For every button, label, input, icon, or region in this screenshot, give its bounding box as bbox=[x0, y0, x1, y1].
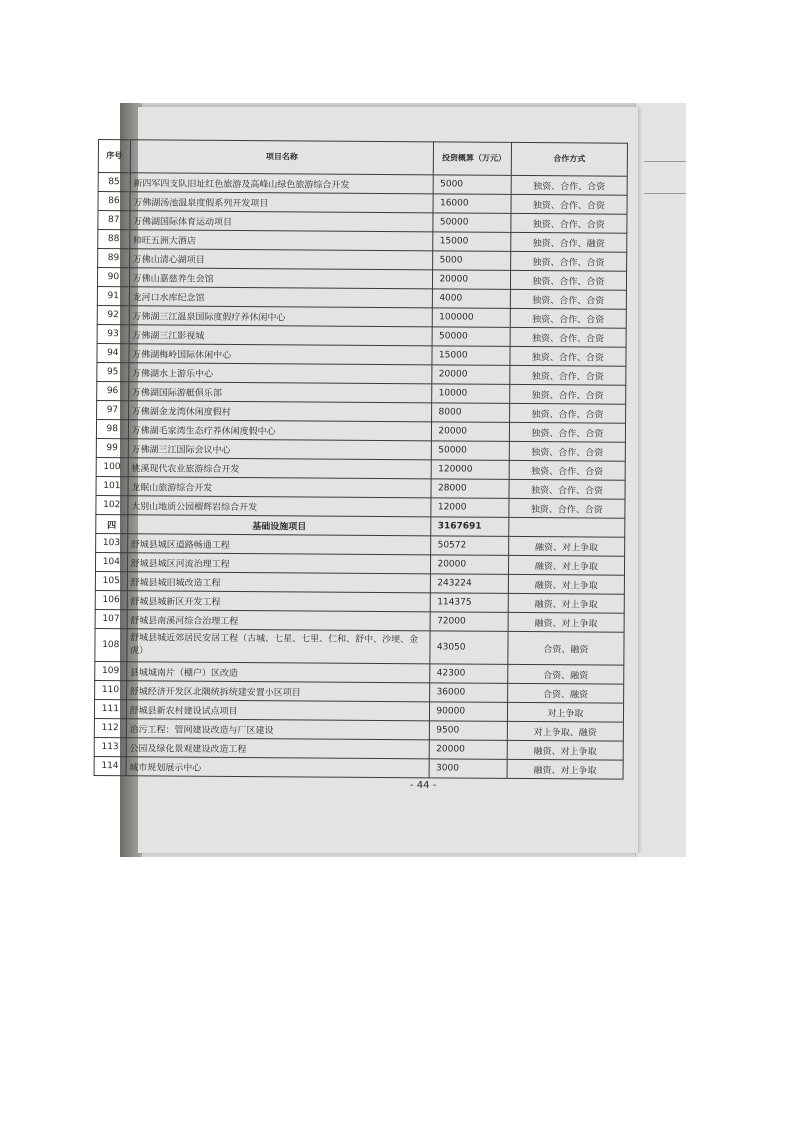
row-cooperation: 合资、融资 bbox=[507, 683, 623, 703]
row-no: 97 bbox=[97, 400, 129, 419]
row-name: 万佛山清心湖项目 bbox=[129, 249, 433, 270]
row-investment: 120000 bbox=[432, 460, 510, 480]
row-name: 舒城县城区道路畅通工程 bbox=[127, 534, 431, 555]
row-cooperation: 独资、合作、合资 bbox=[509, 422, 625, 442]
row-investment: 72000 bbox=[431, 612, 509, 632]
row-investment: 5000 bbox=[433, 251, 511, 271]
row-investment: 50572 bbox=[431, 536, 509, 556]
row-name: 龙眠山旅游综合开发 bbox=[128, 477, 432, 498]
page-number: - 44 - bbox=[410, 780, 437, 791]
row-investment: 90000 bbox=[430, 702, 508, 722]
row-cooperation: 独资、合作、合资 bbox=[510, 289, 626, 309]
row-name: 舒城县城旧城改造工程 bbox=[127, 572, 431, 593]
row-name: 万佛湖汤池温泉度假系列开发项目 bbox=[130, 192, 434, 213]
row-name: 舒城县城新区开发工程 bbox=[127, 591, 431, 612]
row-investment: 5000 bbox=[434, 175, 512, 195]
row-name: 县城城南片（棚户）区改造 bbox=[126, 662, 430, 683]
row-no: 101 bbox=[96, 476, 128, 495]
row-no: 85 bbox=[98, 173, 130, 192]
row-cooperation: 独资、合作、合资 bbox=[510, 384, 626, 404]
row-cooperation: 独资、合作、合资 bbox=[511, 175, 627, 195]
row-cooperation: 对上争取 bbox=[507, 702, 623, 722]
row-cooperation: 融资、对上争取 bbox=[508, 555, 624, 575]
row-no: 89 bbox=[98, 249, 130, 268]
row-name: 新四军四支队旧址红色旅游及高峰山绿色旅游综合开发 bbox=[130, 173, 434, 194]
row-name: 城市规划展示中心 bbox=[126, 757, 430, 778]
row-investment: 50000 bbox=[433, 327, 511, 347]
row-no: 103 bbox=[96, 533, 128, 552]
row-name: 万佛湖梅岭国际休闲中心 bbox=[129, 344, 433, 365]
row-investment: 28000 bbox=[431, 479, 509, 499]
row-no: 102 bbox=[96, 495, 128, 514]
row-investment: 20000 bbox=[432, 422, 510, 442]
row-no: 106 bbox=[95, 590, 127, 609]
row-cooperation: 独资、合作、合资 bbox=[509, 479, 625, 499]
row-no: 107 bbox=[95, 609, 127, 628]
row-cooperation: 独资、合作、合资 bbox=[509, 460, 625, 480]
row-investment: 43050 bbox=[430, 631, 508, 665]
row-investment: 9500 bbox=[430, 721, 508, 741]
row-no: 104 bbox=[95, 552, 127, 571]
row-cooperation: 独资、合作、合资 bbox=[510, 365, 626, 385]
row-no: 95 bbox=[97, 362, 129, 381]
row-investment: 20000 bbox=[432, 365, 510, 385]
row-cooperation: 合资、融资 bbox=[508, 631, 624, 665]
row-investment: 4000 bbox=[433, 289, 511, 309]
row-name: 桃溪现代农业旅游综合开发 bbox=[128, 458, 432, 479]
row-no: 87 bbox=[98, 211, 130, 230]
row-investment: 100000 bbox=[433, 308, 511, 328]
table-header-row bbox=[98, 140, 627, 177]
row-investment: 8000 bbox=[432, 403, 510, 423]
section-investment: 3167691 bbox=[431, 517, 509, 537]
row-cooperation: 独资、合作、合资 bbox=[509, 498, 625, 518]
row-name: 万佛湖国际游艇俱乐部 bbox=[128, 382, 432, 403]
adjacent-page bbox=[635, 103, 686, 857]
row-investment: 12000 bbox=[431, 498, 509, 518]
row-name: 万佛湖三江影视城 bbox=[129, 325, 433, 346]
row-cooperation: 独资、合作、合资 bbox=[511, 194, 627, 214]
row-name: 万佛湖三江温泉国际度假疗养休闲中心 bbox=[129, 306, 433, 327]
row-name: 治污工程：管网建设改造与厂区建设 bbox=[126, 719, 430, 740]
header-investment: 投资概算（万元） bbox=[434, 142, 512, 176]
row-name: 万佛湖水上游乐中心 bbox=[128, 363, 432, 384]
table-body-tourism bbox=[96, 173, 627, 519]
row-name: 万佛山嘉慈养生会馆 bbox=[129, 268, 433, 289]
row-cooperation: 独资、合作、合资 bbox=[510, 270, 626, 290]
row-investment: 20000 bbox=[433, 270, 511, 290]
row-no: 86 bbox=[98, 192, 130, 211]
row-investment: 114375 bbox=[431, 593, 509, 613]
row-no: 112 bbox=[94, 718, 126, 737]
table-body-infrastructure bbox=[94, 533, 625, 779]
row-cooperation: 独资、合作、融资 bbox=[511, 232, 627, 252]
row-cooperation: 融资、对上争取 bbox=[508, 593, 624, 613]
header-name: 项目名称 bbox=[130, 140, 434, 175]
row-name: 万佛湖金龙湾休闲度假村 bbox=[128, 401, 432, 422]
row-no: 110 bbox=[95, 680, 127, 699]
row-no: 109 bbox=[95, 661, 127, 680]
section-cooperation bbox=[509, 517, 625, 537]
row-cooperation: 独资、合作、合资 bbox=[510, 346, 626, 366]
table-row bbox=[95, 628, 624, 665]
row-cooperation: 独资、合作、合资 bbox=[511, 213, 627, 233]
row-cooperation: 对上争取、融资 bbox=[507, 721, 623, 741]
row-cooperation: 融资、对上争取 bbox=[508, 536, 624, 556]
row-name: 龙河口水库纪念馆 bbox=[129, 287, 433, 308]
row-investment: 16000 bbox=[433, 194, 511, 214]
row-no: 93 bbox=[97, 324, 129, 343]
row-investment: 15000 bbox=[433, 232, 511, 252]
row-name: 公园及绿化景观建设改造工程 bbox=[126, 738, 430, 759]
row-investment: 20000 bbox=[430, 740, 508, 760]
row-investment: 20000 bbox=[431, 555, 509, 575]
row-cooperation: 独资、合作、合资 bbox=[509, 441, 625, 461]
row-name: 舒城经济开发区北隅统拆统建安置小区项目 bbox=[126, 681, 430, 702]
row-no: 88 bbox=[98, 230, 130, 249]
row-investment: 10000 bbox=[432, 384, 510, 404]
row-no: 96 bbox=[97, 381, 129, 400]
row-no: 108 bbox=[95, 628, 127, 661]
row-no: 105 bbox=[95, 571, 127, 590]
header-cooperation: 合作方式 bbox=[511, 142, 627, 176]
row-name: 大别山地质公园榴辉岩综合开发 bbox=[128, 496, 432, 517]
row-investment: 50000 bbox=[432, 441, 510, 461]
row-cooperation: 独资、合作、合资 bbox=[510, 251, 626, 271]
table-row bbox=[94, 756, 623, 779]
row-name: 万佛湖国际体育运动项目 bbox=[130, 211, 434, 232]
row-no: 94 bbox=[97, 343, 129, 362]
row-investment: 42300 bbox=[430, 664, 508, 684]
row-name: 舒城县城近郊居民安居工程（古城、七星、七里、仁和、舒中、沙埂、金虎） bbox=[127, 629, 431, 664]
row-no: 100 bbox=[96, 457, 128, 476]
row-cooperation: 融资、对上争取 bbox=[508, 574, 624, 594]
row-no: 91 bbox=[97, 286, 129, 305]
row-name: 舒城县新农村建设试点项目 bbox=[126, 700, 430, 721]
row-cooperation: 融资、对上争取 bbox=[507, 759, 623, 779]
row-name: 万佛湖毛家湾生态疗养休闲度假中心 bbox=[128, 420, 432, 441]
row-cooperation: 独资、合作、合资 bbox=[510, 308, 626, 328]
row-cooperation: 融资、对上争取 bbox=[508, 612, 624, 632]
row-name: 万佛湖三江国际会议中心 bbox=[128, 439, 432, 460]
section-no: 四 bbox=[96, 514, 128, 533]
row-cooperation: 独资、合作、合资 bbox=[509, 403, 625, 423]
row-no: 113 bbox=[94, 737, 126, 756]
row-no: 90 bbox=[97, 268, 129, 287]
row-cooperation: 独资、合作、合资 bbox=[510, 327, 626, 347]
row-investment: 36000 bbox=[430, 683, 508, 703]
row-investment: 15000 bbox=[432, 346, 510, 366]
row-no: 92 bbox=[97, 305, 129, 324]
section-name: 基础设施项目 bbox=[127, 515, 431, 536]
row-investment: 243224 bbox=[431, 574, 509, 594]
row-name: 帅旺五洲大酒店 bbox=[129, 230, 433, 251]
row-no: 98 bbox=[96, 419, 128, 438]
row-cooperation: 融资、对上争取 bbox=[507, 740, 623, 760]
row-name: 舒城县城区河流治理工程 bbox=[127, 553, 431, 574]
header-no: 序号 bbox=[98, 140, 130, 173]
row-investment: 3000 bbox=[429, 759, 507, 779]
row-no: 111 bbox=[94, 699, 126, 718]
project-table bbox=[94, 139, 628, 780]
row-cooperation: 合资、融资 bbox=[508, 664, 624, 684]
row-investment: 50000 bbox=[433, 213, 511, 233]
row-no: 99 bbox=[96, 438, 128, 457]
row-no: 114 bbox=[94, 756, 126, 775]
row-name: 舒城县南溪河综合治理工程 bbox=[127, 610, 431, 631]
